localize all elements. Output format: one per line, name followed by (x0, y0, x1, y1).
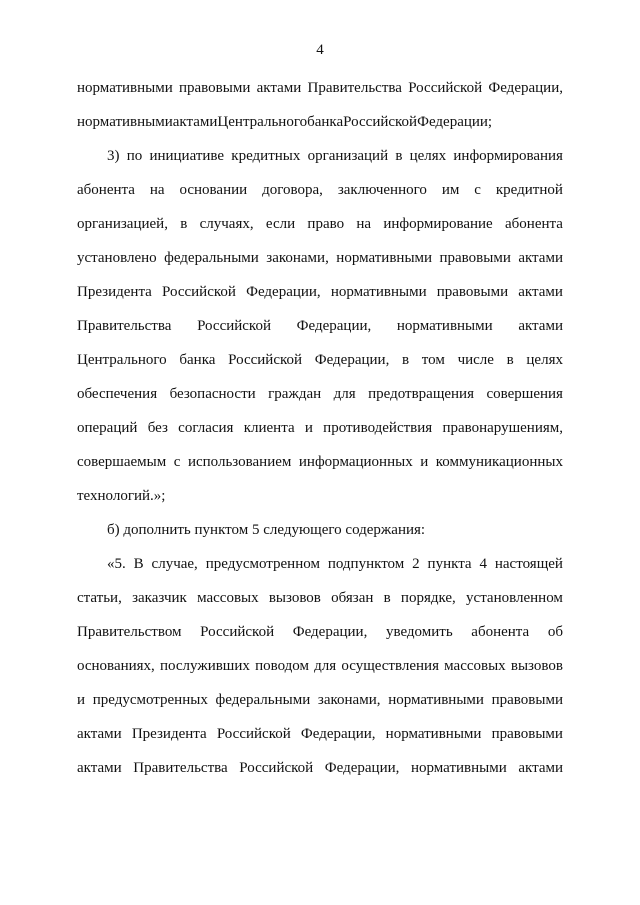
text-line: Правительством Российской Федерации, уведомить абонента об (77, 624, 563, 640)
text-line: совершаемым с использованием информационных и коммуникационных (77, 454, 563, 470)
page-number: 4 (316, 42, 324, 58)
text-line: технологий.»; (77, 488, 166, 504)
text-line: Президента Российской Федерации, нормативными правовыми актами (77, 284, 563, 300)
text-line: абонента на основании договора, заключенного им с кредитной (77, 182, 563, 198)
text-line-paragraph-start: б) дополнить пунктом 5 следующего содержания: (107, 522, 426, 538)
text-line: статьи, заказчик массовых вызовов обязан в порядке, установленном (77, 590, 563, 606)
text-line: обеспечения безопасности граждан для предотвращения совершения (77, 386, 563, 402)
document-body (77, 78, 563, 792)
text-line: Центрального банка Российской Федерации, в том числе в целях (77, 352, 563, 368)
text-line: Правительства Российской Федерации, нормативными актами (77, 318, 563, 334)
text-line: основаниях, послуживших поводом для осуществления массовых вызовов (77, 658, 563, 674)
text-line: нормативными актами Центрального банка Российской Федерации; (77, 114, 493, 130)
text-line: актами Президента Российской Федерации, нормативными правовыми (77, 726, 563, 742)
text-line-paragraph-start: 3) по инициативе кредитных организаций в целях информирования (107, 148, 563, 164)
text-line-paragraph-start: «5. В случае, предусмотренном подпунктом 2 пункта 4 настоящей (107, 556, 563, 572)
text-line: установлено федеральными законами, нормативными правовыми актами (77, 250, 563, 266)
text-line: операций без согласия клиента и противодействия правонарушениям, (77, 420, 563, 436)
text-line: актами Правительства Российской Федерации, нормативными актами (77, 760, 563, 776)
text-line: и предусмотренных федеральными законами, нормативными правовыми (77, 692, 563, 708)
text-line: организацией, в случаях, если право на информирование абонента (77, 216, 563, 232)
text-line: нормативными правовыми актами Правительства Российской Федерации, (77, 80, 563, 96)
